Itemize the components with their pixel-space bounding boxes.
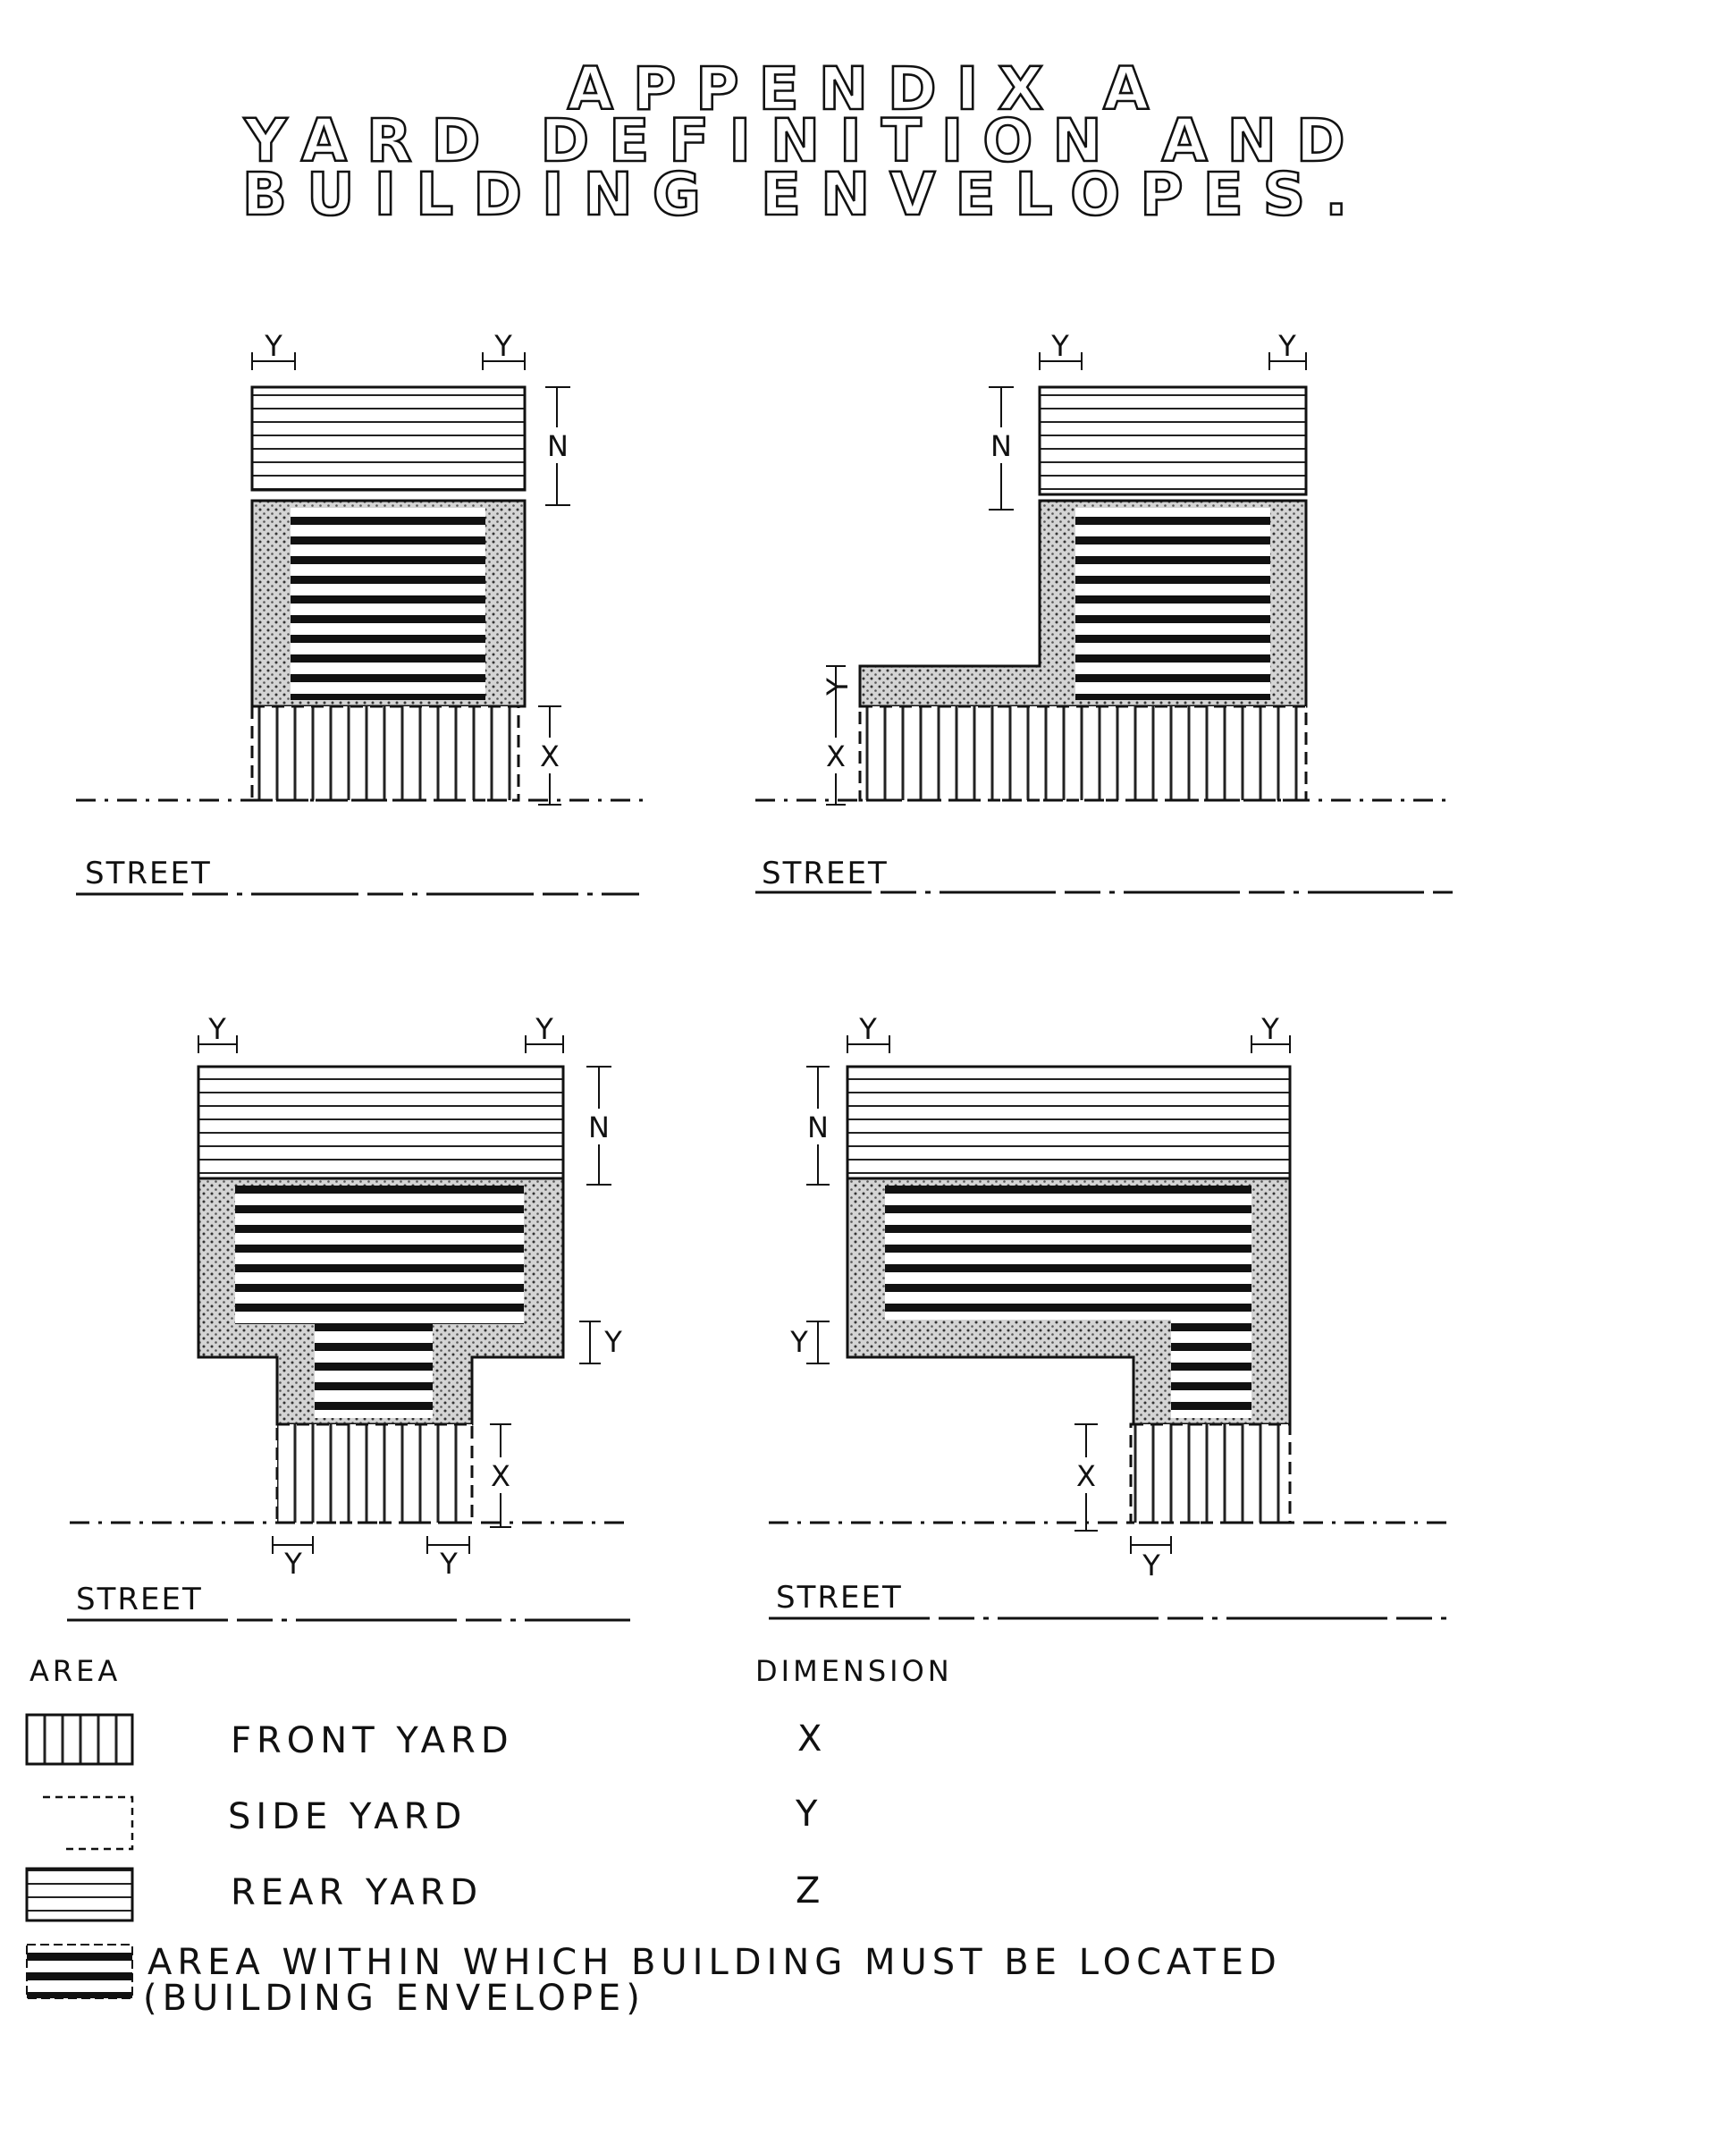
side-dim-label: Y <box>1051 329 1069 363</box>
building-envelope <box>235 1186 524 1324</box>
legend-front-yard-label: FRONT YARD <box>231 1720 514 1761</box>
legend-side-yard-dimension: Y <box>796 1794 823 1835</box>
front-dim-label: X <box>826 739 846 773</box>
side-dim-label: Y <box>821 678 855 696</box>
side-yard-dim-right <box>1269 329 1306 370</box>
side-yard-dim-left <box>1040 329 1082 370</box>
rear-dim-label: N <box>588 1110 610 1144</box>
side-yard-dim-bottom <box>1131 1536 1171 1583</box>
legend-area-header: AREA <box>29 1654 122 1688</box>
side-dim-label: Y <box>208 1012 226 1046</box>
side-yard-dim-right <box>1251 1012 1290 1053</box>
rear-yard <box>252 387 525 490</box>
side-dim-label: Y <box>440 1547 458 1581</box>
side-yard-dim-left <box>847 1012 889 1053</box>
title-line-3: BUILDING ENVELOPES. <box>241 160 1368 229</box>
building-envelope <box>885 1186 1251 1320</box>
side-dim-label: Y <box>494 329 512 363</box>
legend-dimension-header: DIMENSION <box>755 1654 953 1688</box>
legend-rear-yard-label: REAR YARD <box>231 1872 484 1913</box>
rear-dim-label: N <box>547 429 569 463</box>
front-yard <box>860 706 1306 800</box>
legend-front-yard-dimension: X <box>797 1718 828 1760</box>
side-dim-label: Y <box>859 1012 877 1046</box>
diagram-2 <box>755 329 1453 892</box>
building-envelope <box>315 1324 433 1418</box>
side-dim-label: Y <box>1261 1012 1279 1046</box>
legend-rear-yard-swatch <box>27 1869 132 1920</box>
front-yard <box>277 1424 472 1523</box>
side-yard-dim-vertical <box>579 1321 622 1363</box>
rear-yard <box>847 1067 1290 1178</box>
diagram-4 <box>769 1012 1453 1618</box>
diagram-3 <box>67 1012 633 1620</box>
title-line-1: APPENDIX A <box>567 55 1169 123</box>
front-yard <box>1131 1424 1290 1523</box>
side-dim-label: Y <box>265 329 282 363</box>
rear-yard-dim <box>988 387 1015 510</box>
legend-building-envelope-swatch <box>27 1945 132 1998</box>
front-yard-dim <box>536 706 563 805</box>
legend-side-yard-label: SIDE YARD <box>228 1796 468 1837</box>
legend-side-yard-swatch <box>43 1797 132 1849</box>
front-yard-dim <box>822 706 849 805</box>
side-dim-label: Y <box>1142 1549 1160 1583</box>
legend-rear-yard-dimension: Z <box>796 1870 826 1912</box>
side-dim-label: Y <box>535 1012 553 1046</box>
side-yard-dim-left <box>252 329 295 370</box>
side-dim-label: Y <box>790 1325 808 1359</box>
rear-yard-dim <box>586 1067 612 1185</box>
rear-yard-dim <box>805 1067 831 1185</box>
street-label: STREET <box>762 856 889 891</box>
rear-yard <box>198 1067 563 1178</box>
building-envelope <box>1075 508 1270 700</box>
front-dim-label: X <box>540 739 560 773</box>
legend-envelope-line-2: (BUILDING ENVELOPE) <box>143 1978 645 2019</box>
front-dim-label: X <box>1076 1459 1096 1493</box>
legend-envelope-line-1: AREA WITHIN WHICH BUILDING MUST BE LOCATED <box>147 1942 1282 1983</box>
side-yard-dim-vertical <box>789 1321 830 1363</box>
side-yard-dim-bottom-right <box>427 1536 469 1581</box>
side-dim-label: Y <box>604 1325 622 1359</box>
side-yard-dim-vertical <box>821 666 855 706</box>
legend-front-yard-swatch <box>27 1715 132 1764</box>
building-envelope <box>291 508 485 700</box>
rear-dim-label: N <box>990 429 1012 463</box>
rear-yard-dim <box>545 387 572 505</box>
diagram-1 <box>76 329 651 894</box>
side-yard-dim-bottom-left <box>273 1536 313 1581</box>
title-line-2: YARD DEFINITION AND <box>244 106 1365 175</box>
front-yard-dim <box>1073 1424 1100 1531</box>
front-yard <box>252 706 518 800</box>
side-dim-label: Y <box>284 1547 302 1581</box>
street-label: STREET <box>776 1580 903 1616</box>
street-label: STREET <box>85 856 212 891</box>
side-dim-label: Y <box>1278 329 1296 363</box>
building-envelope <box>1171 1320 1251 1418</box>
front-yard-dim <box>487 1424 514 1527</box>
front-dim-label: X <box>491 1459 510 1493</box>
street-label: STREET <box>76 1582 203 1617</box>
side-yard-dim-right <box>526 1012 563 1053</box>
rear-yard <box>1040 387 1306 494</box>
legend <box>27 1654 1282 2019</box>
side-yard-dim-left <box>198 1012 237 1053</box>
side-yard-dim-right <box>483 329 525 370</box>
rear-dim-label: N <box>807 1110 829 1144</box>
